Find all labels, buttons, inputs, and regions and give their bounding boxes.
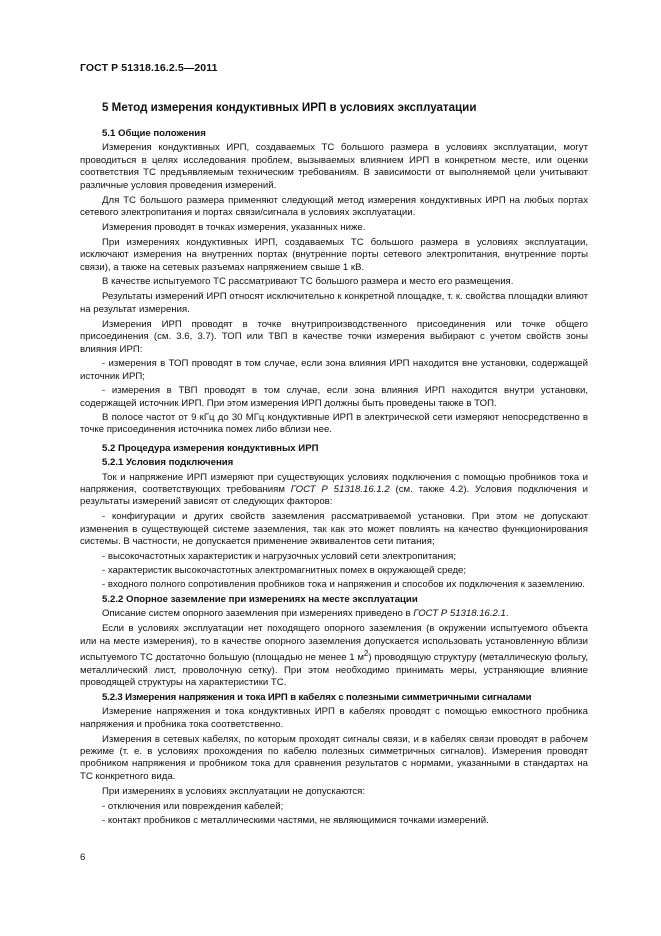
paragraph: В полосе частот от 9 кГц до 30 МГц кондуктивные ИРП в электрической сети измеряют непосредственно в точке присоединения источника помех либо вблизи нее. <box>80 412 588 436</box>
text-run: ) проводящую структуру (металлическую фольгу, металлический лист, проволочную сетку). При этом необходимо принимать меры, устраняющие влияние проводящей структуры на характеристики ТС. <box>80 652 588 688</box>
list-item: - характеристик высокочастотных электромагнитных помех в окружающей среде; <box>102 565 467 576</box>
text-run: (см. также 4.2). Условия подключения и результаты измерений зависят от следующих факторов: <box>80 484 588 508</box>
page-number: 6 <box>80 852 86 863</box>
paragraph <box>80 472 588 509</box>
list-item: - контакт пробников с металлическими частями, не являющимися точками измерений. <box>102 815 489 826</box>
standard-reference: ГОСТ Р 51318.16.2.1 <box>413 608 506 620</box>
paragraph <box>80 623 588 689</box>
list-item: - отключения или повреждения кабелей; <box>102 800 284 812</box>
subsection-5-2-title: 5.2 Процедура измерения кондуктивных ИРП <box>102 442 319 454</box>
list-item: - конфигурации и других свойств заземления рассматриваемой установки. При этом не допускают изменения в существующей системе заземления, так как это может повлиять на качество функционирования системы. В частности, не допускается применение эквивалентов сети питания; <box>80 511 588 548</box>
paragraph: Измерения проводят в точках измерения, указанных ниже. <box>102 221 366 233</box>
document-code-header: ГОСТ Р 51318.16.2.5—2011 <box>80 62 218 74</box>
paragraph: Измерения в сетевых кабелях, по которым проходят сигналы связи, и в кабелях связи проводят в рабочем режиме (т. е. в условиях прохождения по кабелю полезных симметричных сигналов). Измерения проводят пробником напряжения и пробником тока для сравнения результатов с нормами, указанными в стандартах на ТС конкретного вида. <box>80 733 588 782</box>
paragraph: При измерениях в условиях эксплуатации не допускаются: <box>102 785 366 797</box>
subsection-5-2-3-title: 5.2.3 Измерения напряжения и тока ИРП в кабелях с полезными симметричными сигналами <box>102 691 532 703</box>
paragraph: Измерения ИРП проводят в точке внутрипроизводственного присоединения или точке общего присоединения (см. 3.6, 3.7). ТОП или ТВП в качестве точки измерения выбирают с учетом свойств зоны влияния ИРП: <box>80 318 588 355</box>
superscript: 2 <box>363 648 369 658</box>
section-5-title: 5 Метод измерения кондуктивных ИРП в условиях эксплуатации <box>102 101 477 114</box>
paragraph: Измерение напряжения и тока кондуктивных ИРП в кабелях проводят с помощью емкостного пробника напряжения и пробника тока соответственно. <box>80 706 588 730</box>
paragraph: Измерения кондуктивных ИРП, создаваемых ТС большого размера в условиях эксплуатации, могут проводиться в целях исследования проблем, вызываемых влиянием ИРП в конкретном месте, или оценки соответствия ТС предъявляемым техническим требованиям. В зависимости от выполняемой цели учитывают различные условия проведения измерений. <box>80 142 588 191</box>
list-item: - измерения в ТВП проводят в том случае, если зона влияния ИРП находится внутри установки, содержащей источник ИРП. При этом измерения ИРП должны быть проведены также в ТОП. <box>80 385 588 409</box>
subsection-5-2-2-title: 5.2.2 Опорное заземление при измерениях на месте эксплуатации <box>102 593 418 605</box>
list-item: - измерения в ТОП проводят в том случае, если зона влияния ИРП находится вне установки, содержащей источник ИРП; <box>80 358 588 382</box>
paragraph <box>80 608 588 620</box>
standard-reference: ГОСТ Р 51318.16.1.2 <box>290 484 390 496</box>
text-run: . <box>505 608 509 620</box>
text-run: Описание систем опорного заземления при измерениях приведено в <box>102 608 414 620</box>
paragraph: При измерениях кондуктивных ИРП, создаваемых ТС большого размера в условиях эксплуатации, исключают измерения на внутренних портах (внутренние порты сетевого электропитания, внутренние порты связи), а также на сетевых разъемах напряжением свыше 1 кВ. <box>80 236 588 273</box>
paragraph: Результаты измерений ИРП относят исключительно к конкретной площадке, т. к. свойства площадки влияют на результат измерения. <box>80 291 588 315</box>
document-body <box>80 100 588 829</box>
subsection-5-2-1-title: 5.2.1 Условия подключения <box>102 457 234 469</box>
text-run: Если в условиях эксплуатации нет походящего опорного заземления (в окружении испытуемого объекта или на месте измерения), то в качестве опорного заземления допускается использовать установленную вблизи испытуемого ТС достаточно большую (площадью не менее 1 м <box>80 623 588 664</box>
paragraph: Для ТС большого размера применяют следующий метод измерения кондуктивных ИРП на любых портах сетевого электропитания и портах связи/сигнала в условиях эксплуатации. <box>80 194 588 218</box>
paragraph: В качестве испытуемого ТС рассматривают ТС большого размера и место его размещения. <box>102 276 514 288</box>
list-item: - входного полного сопротивления пробников тока и напряжения и способов их подключения к заземлению. <box>102 579 585 591</box>
text-run: Ток и напряжение ИРП измеряют при существующих условиях подключения с помощью пробников тока и напряжения, соответствующих требованиям <box>80 471 588 496</box>
subsection-5-1-title: 5.1 Общие положения <box>102 128 206 139</box>
list-item: - высокочастотных характеристик и нагрузочных условий сети электропитания; <box>102 550 457 562</box>
